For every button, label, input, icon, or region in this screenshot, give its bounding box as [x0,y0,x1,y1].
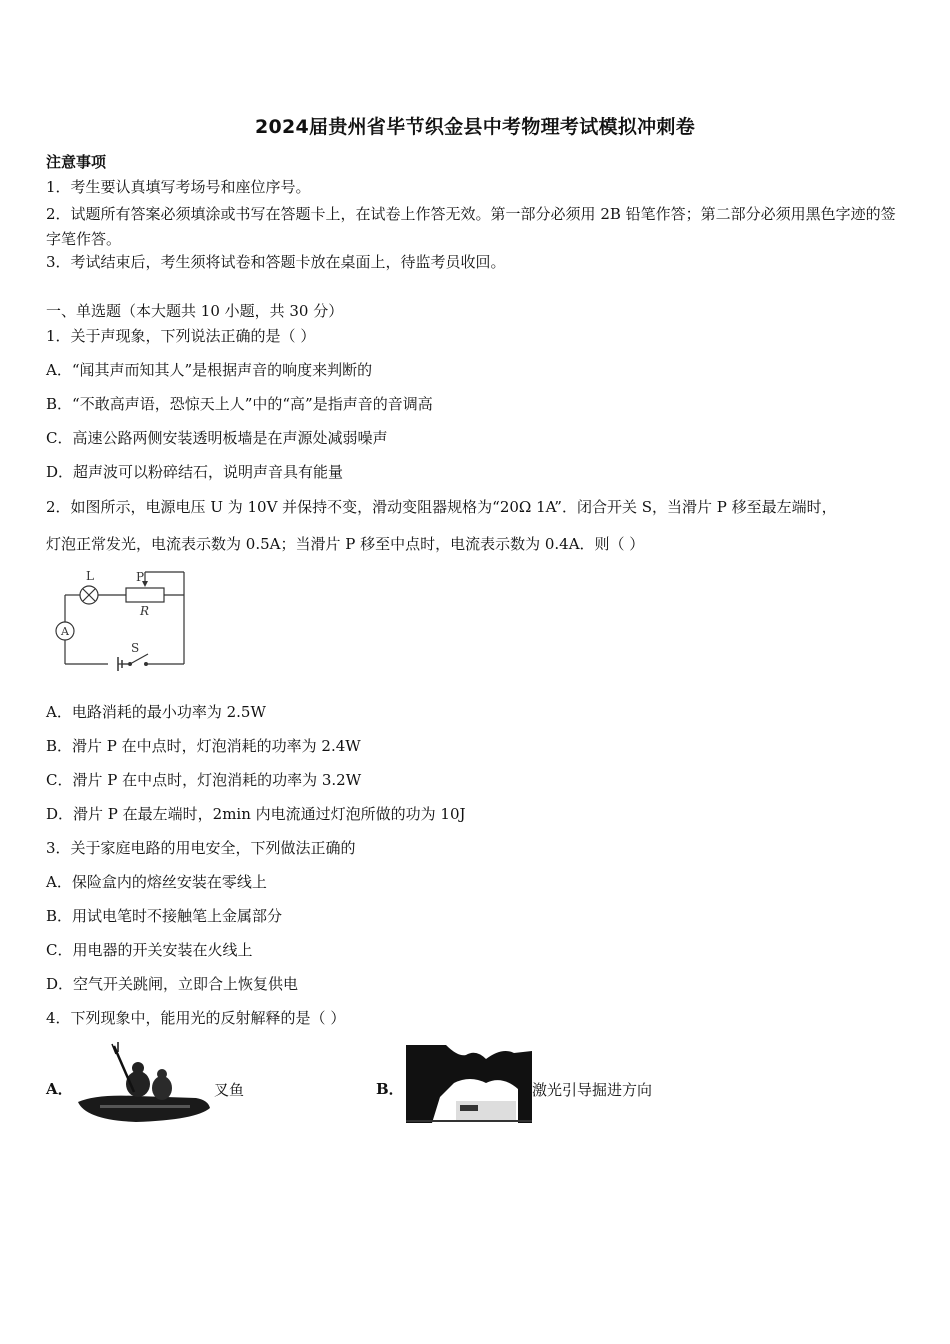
question-stem: 灯泡正常发光，电流表示数为 0.5A；当滑片 P 移至中点时，电流表示数为 0.4A．则（ ） [46,535,645,553]
question-option: B．用试电笔时不接触笔上金属部分 [46,907,283,925]
page-title: 2024届贵州省毕节织金县中考物理考试模拟冲刺卷 [254,116,696,138]
option-label: A． [46,1080,73,1098]
question-option: A．“闻其声而知其人”是根据声音的响度来判断的 [46,361,373,379]
switch-label: S [131,641,140,655]
notice-heading: 注意事项 [46,153,107,171]
question-option: A．电路消耗的最小功率为 2.5W [46,703,266,721]
question-stem: 4．下列现象中，能用光的反射解释的是（ ） [46,1009,346,1027]
slider-label: P [136,570,145,584]
option-label: B． [376,1080,404,1098]
lamp-symbol [80,586,98,604]
ammeter-label: A [61,625,69,638]
notice-item: 1．考生要认真填写考场号和座位序号。 [46,178,311,196]
question-option: B．“不敢高声语，恐惊天上人”中的“高”是指声音的音调高 [46,395,433,413]
question-option: C．用电器的开关安装在火线上 [46,941,253,959]
question-option: C．高速公路两侧安装透明板墙是在声源处减弱噪声 [46,429,388,447]
resistor-symbol [126,588,164,602]
notice-item: 2．试题所有答案必须填涂或书写在答题卡上，在试卷上作答无效。第一部分必须用 2B 铅笔作答；第二部分必须用黑色字迹的签字笔作答。 [46,205,896,248]
section-heading: 一、单选题（本大题共 10 小题，共 30 分） [46,302,344,320]
question-stem: 1．关于声现象，下列说法正确的是（ ） [46,327,316,345]
lamp-label: L [86,569,94,583]
question-option: D．超声波可以粉碎结石，说明声音具有能量 [46,463,344,481]
switch-symbol [128,654,148,666]
question-option: B．滑片 P 在中点时，灯泡消耗的功率为 2.4W [46,737,361,755]
question-option: D．滑片 P 在最左端时，2min 内电流通过灯泡所做的功为 10J [46,805,466,823]
notice-item: 3．考试结束后，考生须将试卷和答题卡放在桌面上，待监考员收回。 [46,253,506,271]
question-option: A．保险盒内的熔丝安装在零线上 [46,873,267,891]
fishing-spear-image [76,1042,214,1124]
question-option: C．滑片 P 在中点时，灯泡消耗的功率为 3.2W [46,771,362,789]
laser-tunnel-image [406,1045,532,1123]
circuit-diagram [50,566,190,671]
question-stem: 2．如图所示，电源电压 U 为 10V 并保持不变，滑动变阻器规格为“20Ω 1A”．闭合开关 S，当滑片 P 移至最左端时， [46,498,837,516]
question-option: D．空气开关跳闸，立即合上恢复供电 [46,975,299,993]
option-caption: 激光引导掘进方向 [532,1081,653,1099]
resistor-label: R [140,604,150,618]
question-stem: 3．关于家庭电路的用电安全，下列做法正确的 [46,839,356,857]
option-caption: 叉鱼 [214,1081,245,1099]
